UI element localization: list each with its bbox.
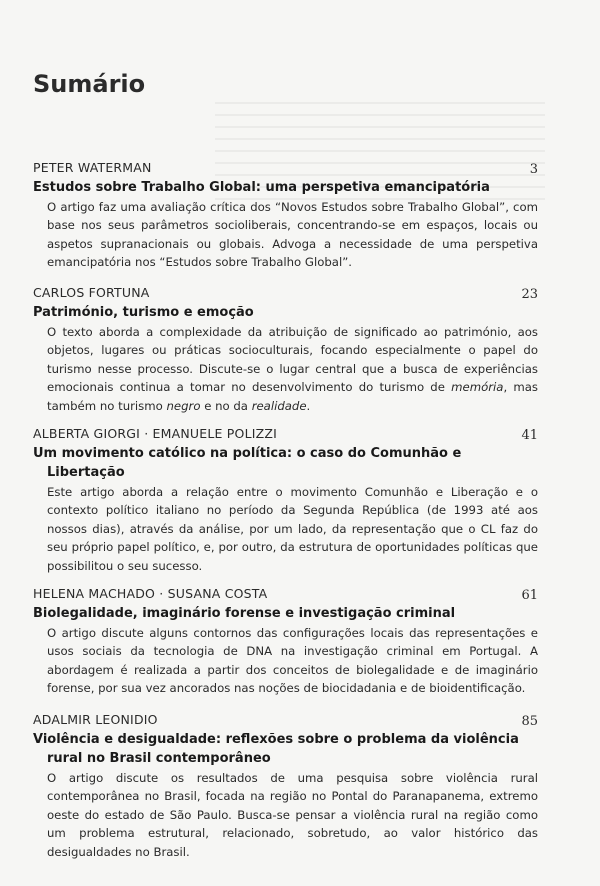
entry-page-number[interactable]: 85 [521, 714, 538, 729]
entry-title[interactable]: Biolegalidade, imaginário forense e investigação criminal [33, 606, 456, 621]
entry-abstract: O artigo discute alguns contornos das configurações locais das representações e usos sociais da tecnologia de DNA na investigação criminal em Portugal. A abordagem é realizada a partir dos conceitos de biolegalidade e de imaginário forense, por sua vez ancorados nas noções de biocidadania e de bioidentificação. [47, 626, 538, 696]
entry-page-number[interactable]: 3 [529, 162, 538, 177]
abstract-italic-term: negro [166, 398, 201, 413]
toc-entry [33, 712, 538, 861]
abstract-italic-term: memória [451, 380, 504, 395]
abstract-italic-term: realidade [251, 398, 307, 413]
entry-title[interactable]: Violência e desigualdade: reflexões sobre o problema da violência rural no Brasil contemporâneo [33, 732, 519, 766]
toc-entry [33, 160, 538, 272]
entry-page-number[interactable]: 41 [521, 428, 538, 443]
abstract-text: e no da [200, 398, 252, 413]
entry-title[interactable]: Um movimento católico na política: o caso do Comunhão e Libertação [33, 446, 462, 480]
abstract-text: . [306, 398, 311, 413]
entry-title[interactable]: Estudos sobre Trabalho Global: uma perspetiva emancipatória [33, 180, 490, 195]
entry-abstract: O artigo discute os resultados de uma pesquisa sobre violência rural contemporânea no Brasil, focada na região no Pontal do Paranapanema, extremo oeste do estado de São Paulo. Busca-se pensar a violência rural na região como um problema estrutural, relacionado, sobretudo, ao valor histórico das desigualdades no Brasil. [47, 771, 538, 859]
toc-entry [33, 426, 538, 575]
toc-entry [33, 586, 538, 698]
entry-page-number[interactable]: 23 [521, 287, 538, 302]
entry-authors: HELENA MACHADO · SUSANA COSTA [33, 586, 268, 601]
abstract-text: , mas também no turismo [47, 380, 538, 413]
entry-abstract: Este artigo aborda a relação entre o movimento Comunhão e Liberação e o contexto político italiano no período da Segunda República (de 1993 até aos nossos dias), através da análise, por um lado, da representação que o CL faz do seu próprio papel político, e, por outro, da estrutura de oportunidades políticas que possibilitou o seu sucesso. [47, 485, 538, 573]
entry-abstract [33, 323, 538, 415]
entry-authors: PETER WATERMAN [33, 160, 152, 175]
toc-entry [33, 285, 538, 415]
entry-authors: ALBERTA GIORGI · EMANUELE POLIZZI [33, 426, 278, 441]
abstract-text: O texto aborda a complexidade da atribuição de significado ao património, aos objetos, lugares ou práticas socioculturais, focando especialmente o papel do turismo nesse processo. Discute-se o lugar central que a busca de experiências emocionais continua a tomar no desenvolvimento do turismo de [47, 325, 538, 395]
entry-authors: ADALMIR LEONIDIO [33, 712, 158, 727]
entry-title[interactable]: Património, turismo e emoção [33, 305, 254, 320]
entry-page-number[interactable]: 61 [521, 588, 538, 603]
page-title: Sumário [33, 70, 146, 98]
entry-abstract: O artigo faz uma avaliação crítica dos “Novos Estudos sobre Trabalho Global”, com base nos seus parâmetros socioliberais, concentrando-se em espaços, locais ou aspetos supranacionais ou globais. Advoga a necessidade de uma perspetiva emancipatória nos “Estudos sobre Trabalho Global”. [47, 200, 538, 270]
entry-authors: CARLOS FORTUNA [33, 285, 150, 300]
